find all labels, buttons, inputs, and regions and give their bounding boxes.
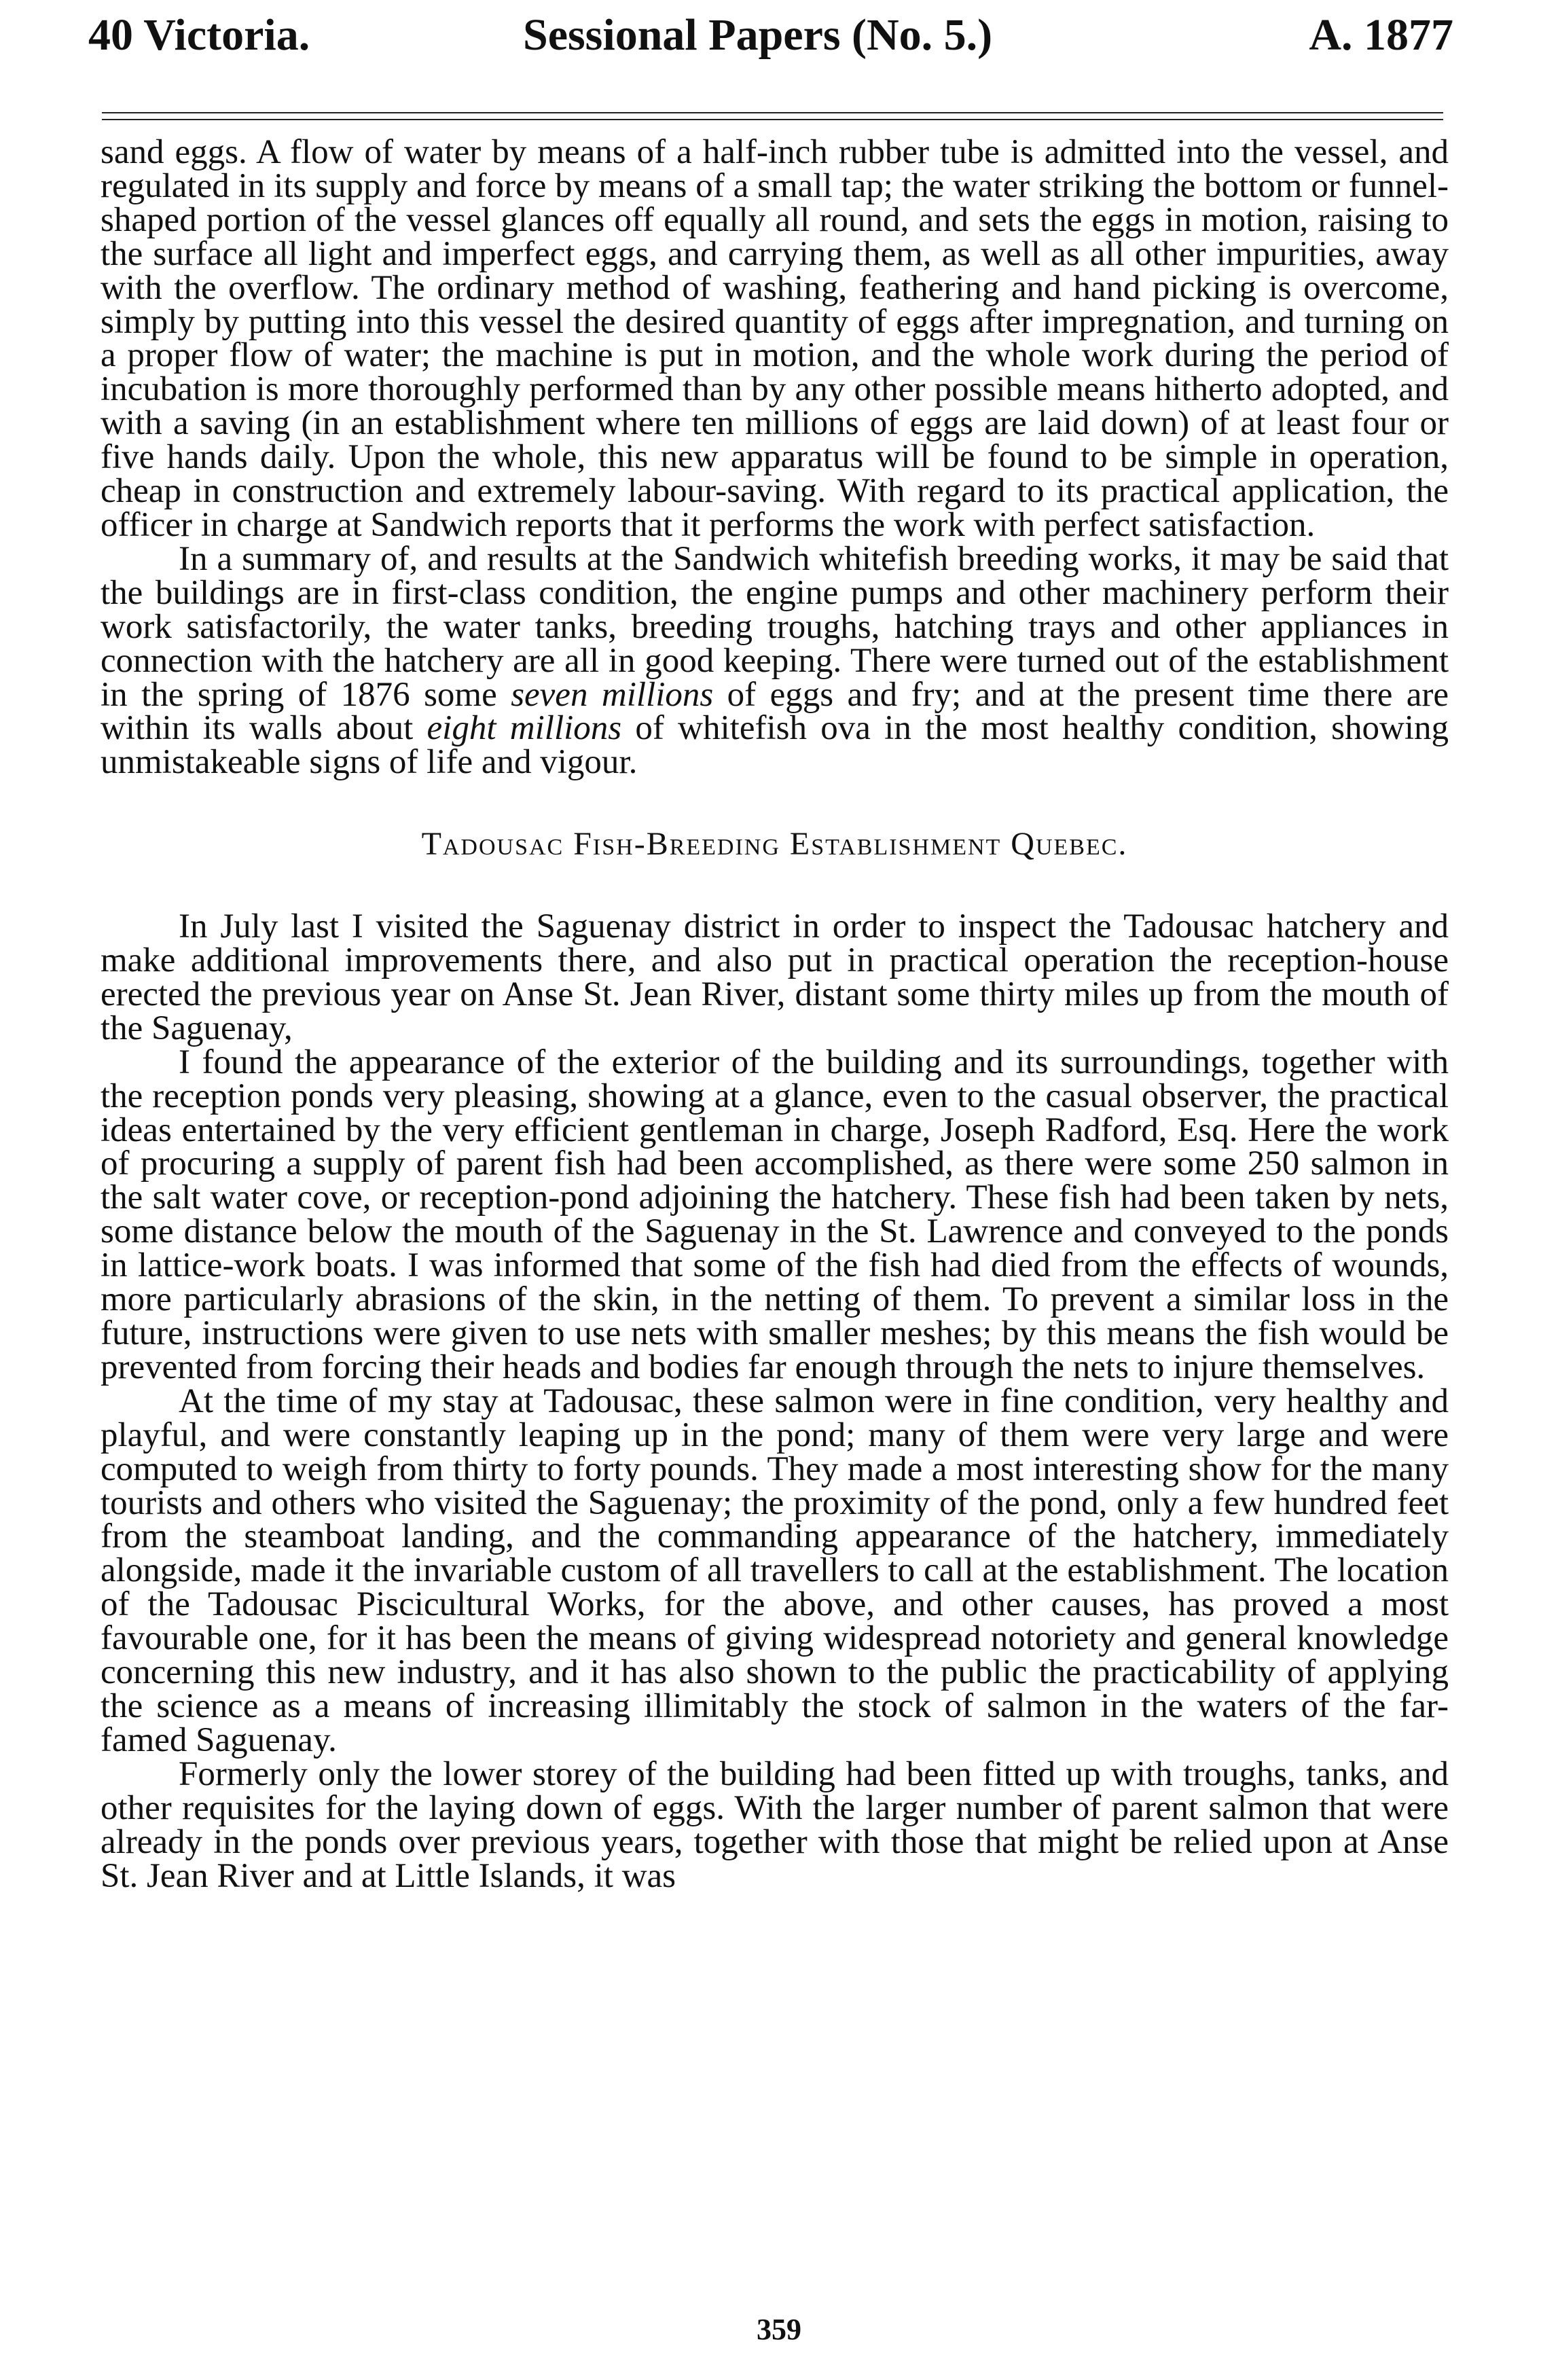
paragraph-saguenay-visit: In July last I visited the Saguenay district in order to inspect the Tadousac hatchery and make additional improvements there, and also put in practical operation the reception-house erected the previous year on Anse St. Jean River, distant some thirty miles up from the mouth of the Saguenay, <box>101 907 1449 1047</box>
page-header <box>88 8 1453 62</box>
paragraph-text: In a summary of, and results at the Sandwich whitefish breeding works, it may be said that the buildings are in first-class condition, the engine pumps and other machinery perform their work satisfactorily, the water tanks, breeding troughs, hatching trays and other appliances in connection with the hatchery are all in good keeping. There were turned out of the establishment in the spring of 1876 some <box>101 539 1449 714</box>
header-volume: 40 Victoria. <box>88 10 310 60</box>
page-number: 359 <box>757 2313 801 2346</box>
header-rule-top <box>102 112 1443 113</box>
paragraph-exterior: I found the appearance of the exterior of the building and its surroundings, together with the reception ponds very pleasing, showing at a glance, even to the casual observer, the practical ideas entertained by the very efficient gentleman in charge, Joseph Radford, Esq. Here the work of procuring a supply of parent fish had been accomplished, as there were some 250 salmon in the salt water cove, or reception-pond adjoining the hatchery. These fish had been taken by nets, some distance below the mouth of the Saguenay in the St. Lawrence and conveyed to the ponds in lattice-work boats. I was informed that some of the fish had died from the effects of wounds, more particularly abrasions of the skin, in the netting of them. To prevent a similar loss in the future, instructions were given to use nets with smaller meshes; by this means the fish would be prevented from forcing their heads and bodies far enough through the nets to injure themselves. <box>101 1043 1449 1386</box>
paragraph-text: of eggs and fry; and at the present time there are within its walls about <box>101 675 1449 748</box>
paragraph-salmon-condition: At the time of my stay at Tadousac, these salmon were in fine condition, very healthy and playful, and were constantly leaping up in the pond; many of them were very large and were computed to weigh from thirty to forty pounds. They made a most interesting show for the many tourists and others who visited the Saguenay; the proximity of the pond, only a few hundred feet from the steamboat landing, and the commanding appearance of the hatchery, immediately alongside, made it the invariable custom of all travellers to call at the establishment. The location of the Tadousac Piscicultural Works, for the above, and other causes, has proved a most favourable one, for it has been the means of giving widespread notoriety and general knowledge concerning this new industry, and it has also shown to the public the practicability of applying the science as a means of increasing illimitably the stock of salmon in the waters of the far-famed Saguenay. <box>101 1382 1449 1759</box>
page-body <box>101 133 1449 1895</box>
header-year: A. 1877 <box>1309 10 1453 60</box>
section-heading: Tadousac Fish-Breeding Establishment Quebec. <box>421 826 1128 863</box>
header-title: Sessional Papers (No. 5.) <box>523 10 993 60</box>
emphasis-eight-millions: eight millions <box>427 709 622 748</box>
paragraph-sandwich-summary <box>101 539 1449 782</box>
paragraph-lower-storey: Formerly only the lower storey of the building had been fitted up with troughs, tanks, and other requisites for the laying down of eggs. With the larger number of parent salmon that were already in the ponds over previous years, together with those that might be relied upon at Anse St. Jean River and at Little Islands, it was <box>101 1754 1449 1895</box>
paragraph-text: of whitefish ova in the most healthy condition, showing unmistakeable signs of life and vigour. <box>101 709 1449 782</box>
header-rule-bottom <box>102 119 1443 120</box>
emphasis-seven-millions: seven millions <box>511 675 714 714</box>
paragraph-continuation: sand eggs. A flow of water by means of a half-inch rubber tube is admitted into the vessel, and regulated in its supply and force by means of a small tap; the water striking the bottom or funnel-shaped portion of the vessel glances off equally all round, and sets the eggs in motion, raising to the surface all light and imperfect eggs, and carrying them, as well as all other impurities, away with the overflow. The ordinary method of washing, feathering and hand picking is overcome, simply by putting into this vessel the desired quantity of eggs after impregnation, and turning on a proper flow of water; the machine is put in motion, and the whole work during the period of incubation is more thoroughly performed than by any other possible means hitherto adopted, and with a saving (in an establishment where ten millions of eggs are laid down) of at least four or five hands daily. Upon the whole, this new apparatus will be found to be simple in operation, cheap in construction and extremely labour-saving. With regard to its practical application, the officer in charge at Sandwich reports that it performs the work with perfect satisfaction. <box>101 133 1449 544</box>
